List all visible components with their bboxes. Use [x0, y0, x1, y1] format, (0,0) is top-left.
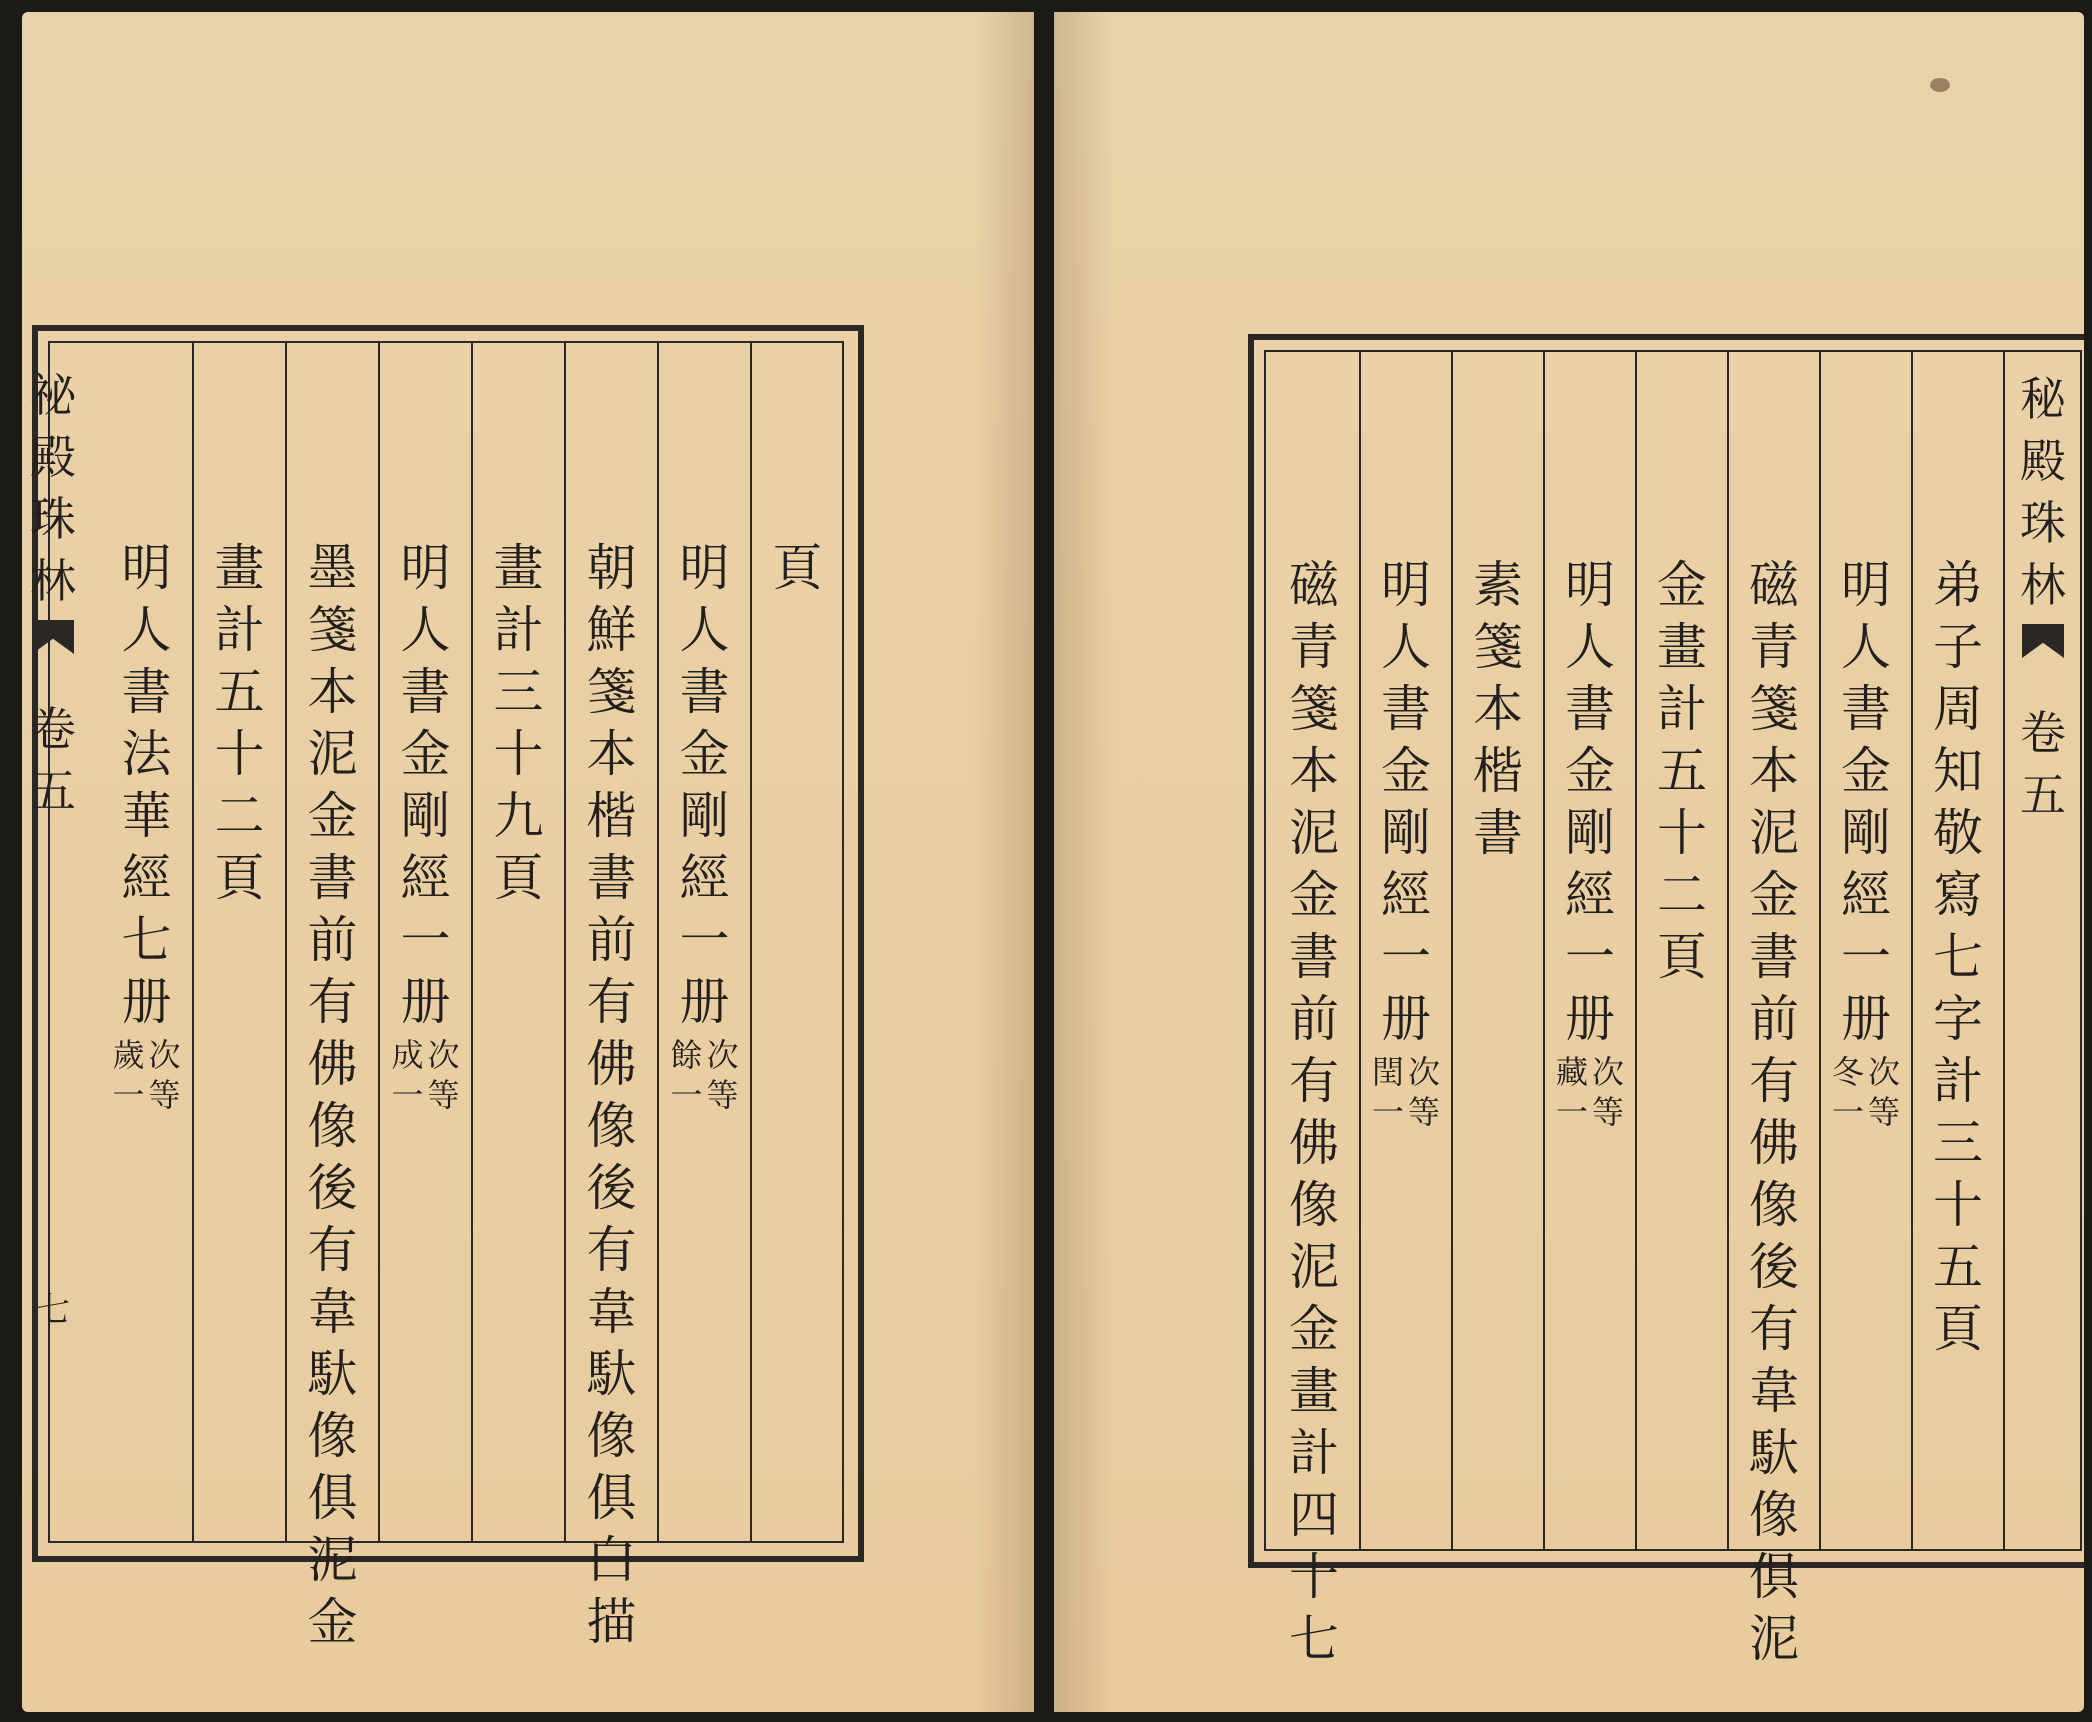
fishtail-mark-icon [32, 620, 74, 690]
annotation-line: 次 等 [427, 1036, 460, 1114]
text-column [1636, 350, 1728, 1551]
text-column [100, 341, 193, 1543]
text-column [193, 341, 286, 1543]
text-column [1728, 350, 1820, 1668]
annotation-line: 歲 一 [112, 1036, 145, 1114]
annotation-line: 次 等 [1867, 1053, 1900, 1131]
annotation-line: 成 一 [391, 1036, 424, 1114]
column-text: 明 人 書 金 剛 經 一 册 [1565, 556, 1615, 1048]
annotation-line: 次 等 [148, 1036, 181, 1114]
left-text-block [48, 341, 844, 1651]
catalog-annotation [1371, 1052, 1441, 1132]
column-text: 朝 鮮 箋 本 楷 書 前 有 佛 像 後 有 韋 馱 像 俱 白 描 [586, 539, 637, 1651]
column-text: 明 人 書 金 剛 經 一 册 [1841, 556, 1891, 1048]
catalog-annotation [112, 1035, 182, 1115]
catalog-annotation [1831, 1052, 1901, 1132]
catalog-annotation [1555, 1052, 1625, 1132]
text-column [565, 341, 658, 1651]
text-column [1912, 350, 2004, 1551]
left-margin-title: 祕 殿 珠 林 卷 五 [30, 368, 76, 818]
annotation-line: 次 等 [1591, 1053, 1624, 1131]
text-column [658, 341, 751, 1543]
annotation-line: 餘 一 [670, 1036, 703, 1114]
text-column [1268, 350, 1360, 1668]
left-folio: 七 [36, 1290, 70, 1330]
column-text: 畫 計 五 十 二 頁 [214, 539, 265, 907]
catalog-annotation [670, 1035, 740, 1115]
fishtail-mark-icon [2022, 624, 2064, 694]
column-text: 頁 [772, 539, 823, 597]
annotation-line: 次 等 [1407, 1053, 1440, 1131]
column-text: 明 人 書 金 剛 經 一 册 [1381, 556, 1431, 1048]
column-text: 素 箋 本 楷 書 [1473, 556, 1523, 862]
text-column [751, 341, 844, 1543]
text-column [1360, 350, 1452, 1551]
column-text: 弟 子 周 知 敬 寫 七 字 計 三 十 五 頁 [1933, 556, 1983, 1358]
annotation-line: 藏 一 [1555, 1053, 1588, 1131]
text-column [1452, 350, 1544, 1551]
right-text-block [1264, 350, 2004, 1668]
text-column [1820, 350, 1912, 1551]
column-text: 畫 計 三 十 九 頁 [493, 539, 544, 907]
column-text: 明 人 書 金 剛 經 一 册 [679, 539, 730, 1031]
column-text: 金 畫 計 五 十 二 頁 [1657, 556, 1707, 986]
annotation-line: 冬 一 [1831, 1053, 1864, 1131]
text-column [379, 341, 472, 1543]
text-column [286, 341, 379, 1651]
text-column [472, 341, 565, 1543]
catalog-annotation [391, 1035, 461, 1115]
column-text: 明 人 書 金 剛 經 一 册 [400, 539, 451, 1031]
annotation-line: 次 等 [706, 1036, 739, 1114]
annotation-line: 閏 一 [1371, 1053, 1404, 1131]
column-text: 磁 青 箋 本 泥 金 書 前 有 佛 像 後 有 韋 馱 像 俱 泥 [1749, 556, 1799, 1668]
ink-stain [1930, 78, 1950, 92]
column-text: 磁 青 箋 本 泥 金 書 前 有 佛 像 泥 金 畫 計 四 十 七 [1289, 556, 1339, 1668]
right-margin-title: 秘 殿 珠 林 卷 五 [2020, 372, 2066, 822]
column-text: 明 人 書 法 華 經 七 册 [121, 539, 172, 1031]
left-page [22, 12, 1034, 1712]
text-column [1544, 350, 1636, 1551]
right-page [1054, 12, 2084, 1712]
column-text: 墨 箋 本 泥 金 書 前 有 佛 像 後 有 韋 馱 像 俱 泥 金 [307, 539, 358, 1651]
